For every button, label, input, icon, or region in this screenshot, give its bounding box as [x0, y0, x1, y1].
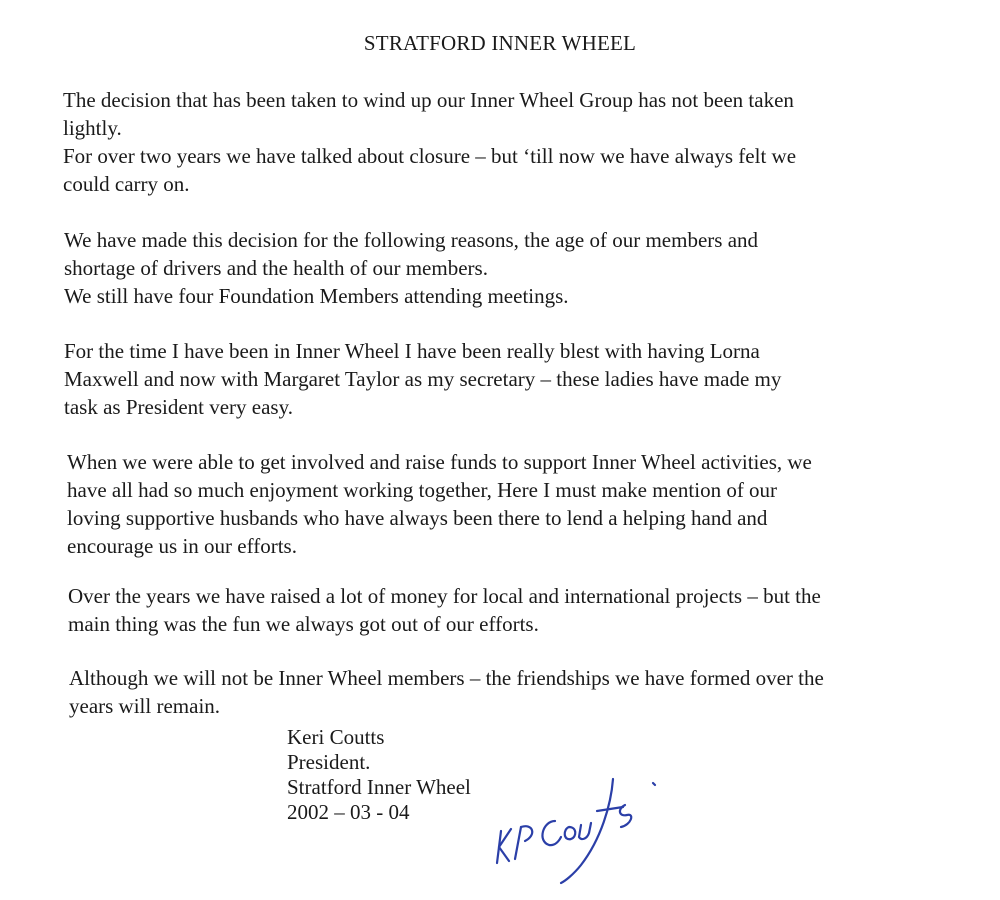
letter-title: STRATFORD INNER WHEEL — [363, 31, 637, 55]
paragraph-6 — [69, 664, 824, 720]
text-line: task as President very easy. — [64, 395, 293, 419]
paragraph-4 — [67, 448, 812, 560]
paragraph-5 — [68, 582, 821, 638]
paragraph-3 — [64, 337, 781, 421]
text-line: loving supportive husbands who have always been there to lend a helping hand and — [67, 506, 768, 530]
signature-block — [287, 725, 471, 825]
text-line: have all had so much enjoyment working together, Here I must make mention of our — [67, 478, 778, 502]
text-line: lightly. — [63, 116, 122, 140]
text-line: main thing was the fun we always got out of our efforts. — [68, 612, 539, 636]
text-line: We still have four Foundation Members attending meetings. — [64, 284, 569, 308]
text-line: could carry on. — [63, 172, 190, 196]
text-line: Although we will not be Inner Wheel members – the friendships we have formed over the — [69, 666, 824, 690]
text-line: For the time I have been in Inner Wheel I have been really blest with having Lorna — [64, 339, 760, 363]
text-line: For over two years we have talked about closure – but ‘till now we have always felt we — [63, 144, 797, 168]
signer-role: President. — [287, 750, 371, 774]
text-line: Over the years we have raised a lot of money for local and international projects – but the — [68, 584, 821, 608]
text-line: When we were able to get involved and raise funds to support Inner Wheel activities, we — [67, 450, 812, 474]
text-line: years will remain. — [69, 694, 221, 718]
paragraph-1 — [63, 86, 796, 198]
signer-name: Keri Coutts — [287, 725, 385, 749]
text-line: The decision that has been taken to wind up our Inner Wheel Group has not been taken — [63, 88, 794, 112]
letter-date: 2002 – 03 - 04 — [287, 800, 410, 824]
text-line: Maxwell and now with Margaret Taylor as my secretary – these ladies have made my — [64, 367, 782, 391]
text-line: shortage of drivers and the health of our members. — [64, 256, 488, 280]
paragraph-2 — [64, 226, 758, 310]
text-line: We have made this decision for the following reasons, the age of our members and — [64, 228, 759, 252]
handwritten-signature — [485, 745, 675, 890]
signer-organization: Stratford Inner Wheel — [287, 775, 471, 799]
text-line: encourage us in our efforts. — [67, 534, 297, 558]
